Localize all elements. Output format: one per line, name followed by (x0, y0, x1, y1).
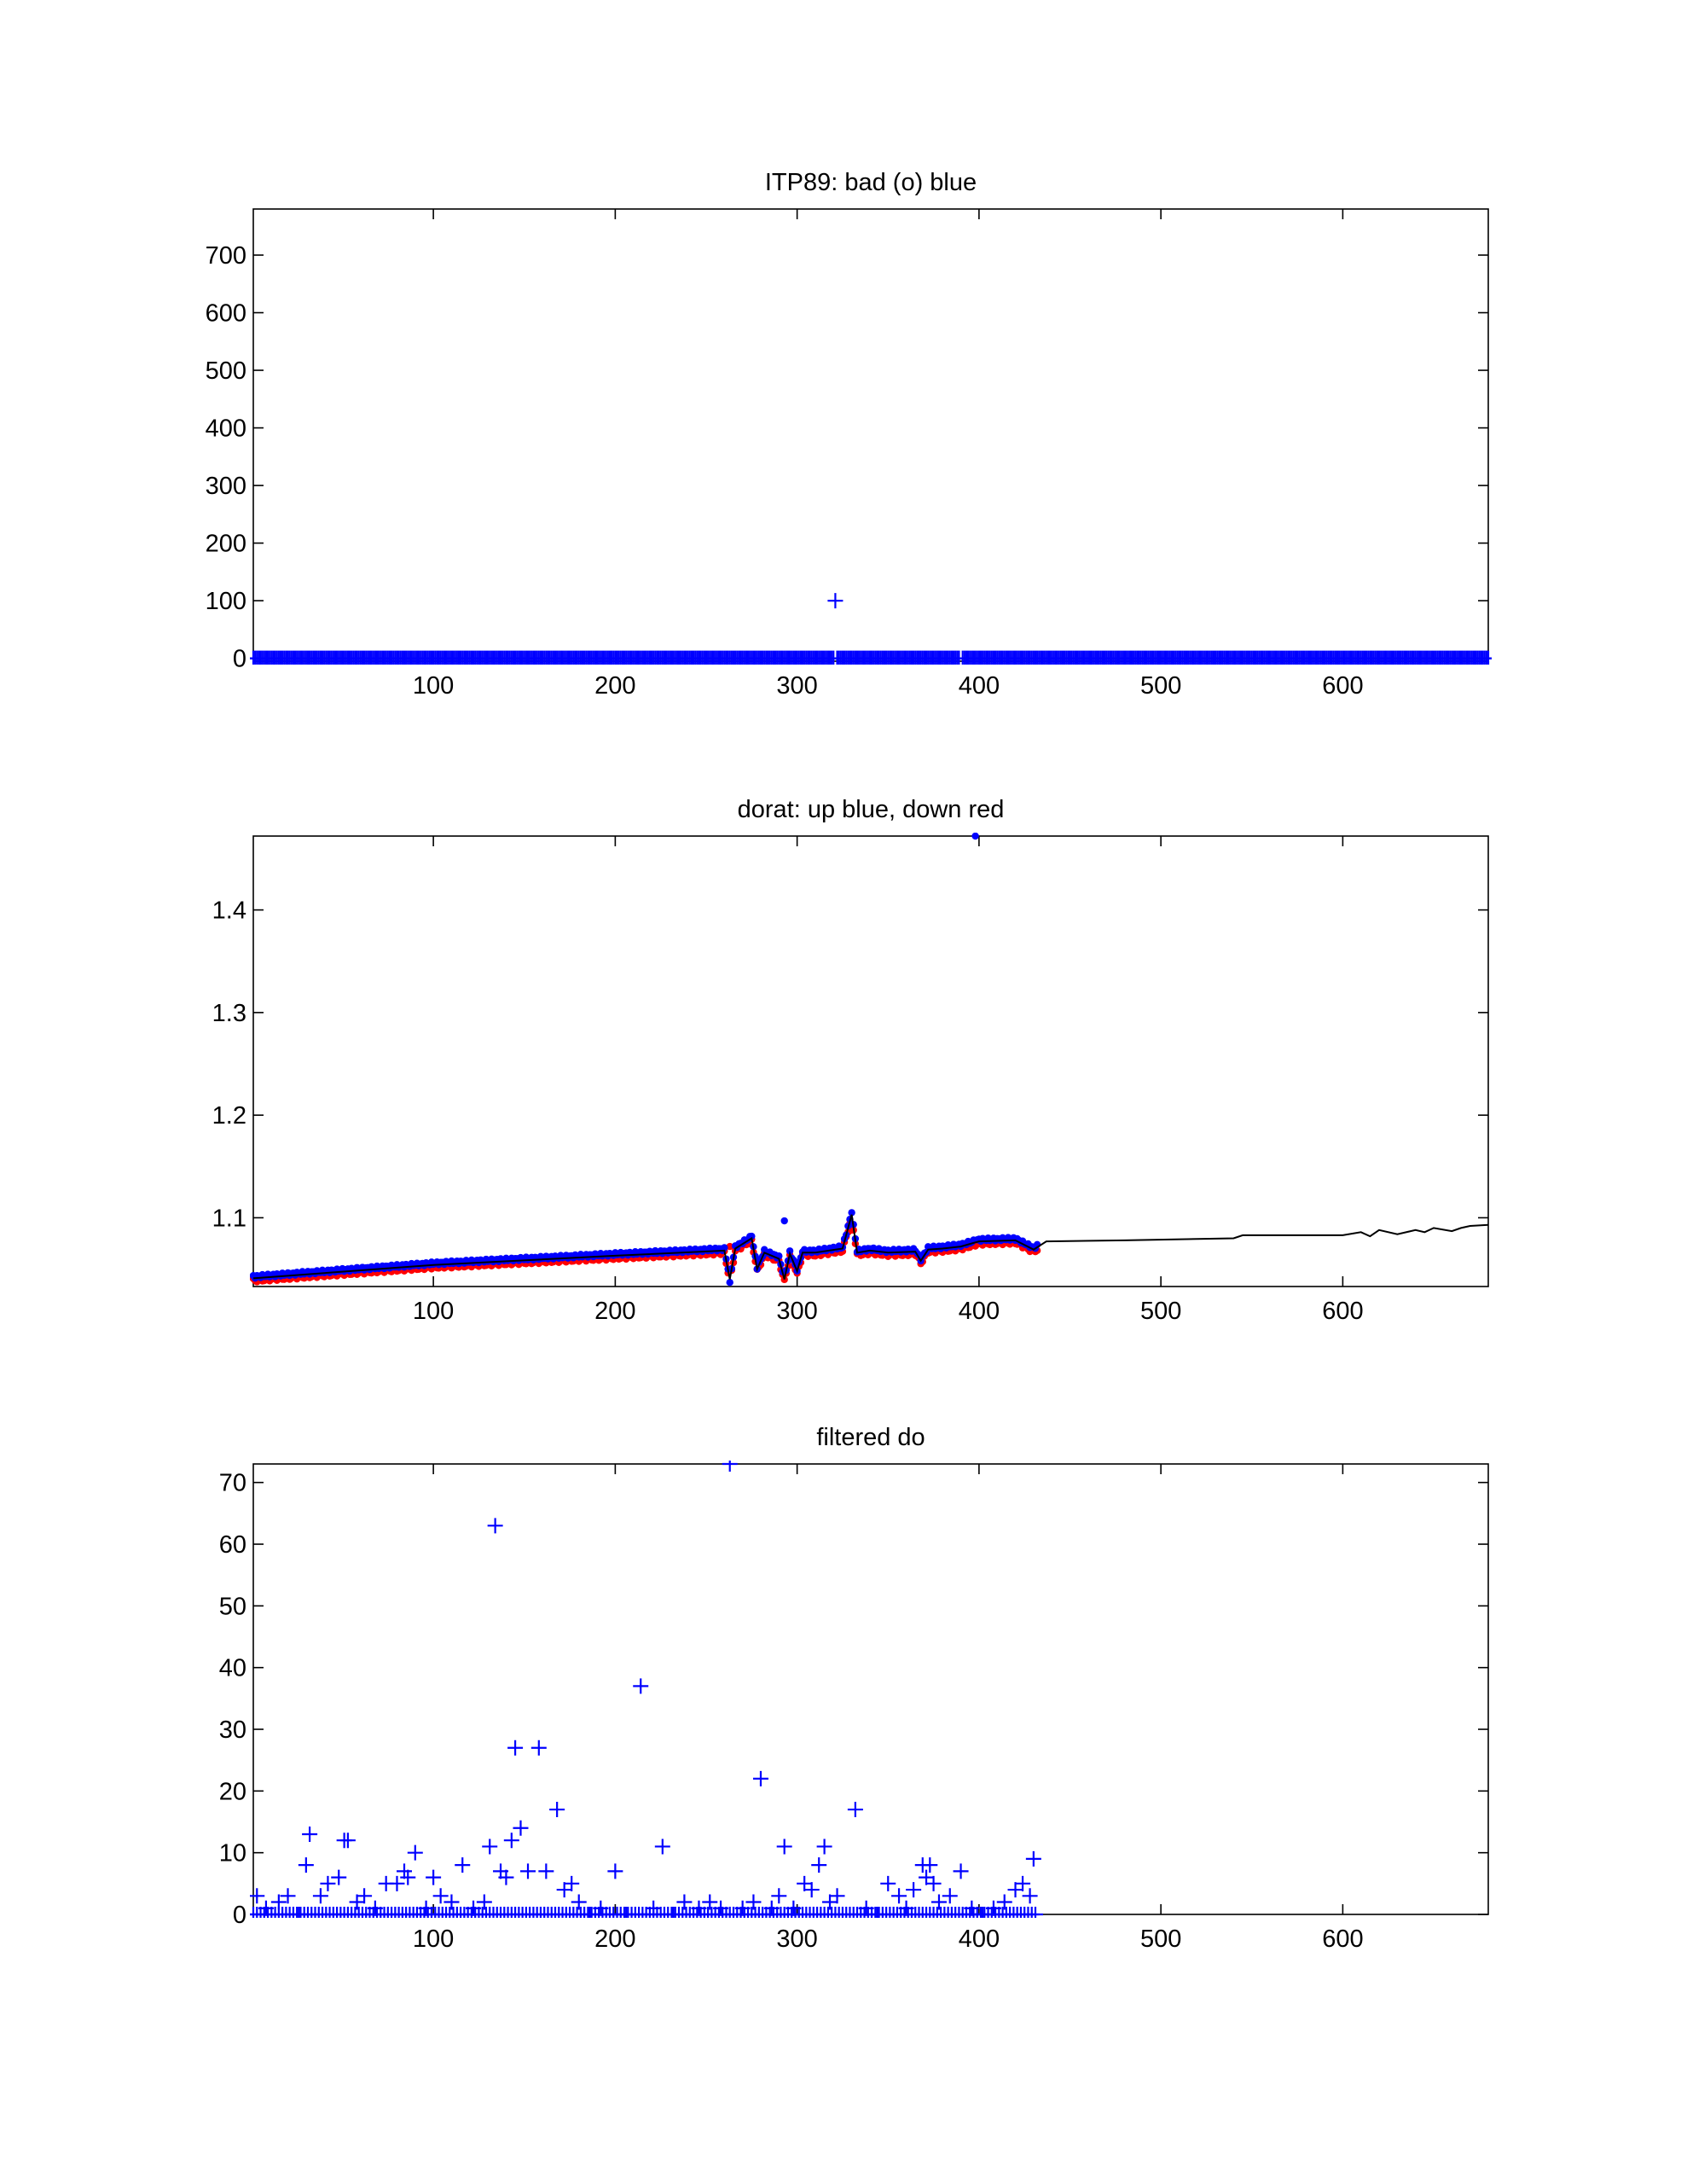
x-tick-label: 100 (412, 1926, 455, 1953)
data-point-up (727, 1279, 733, 1286)
y-tick-label: 400 (205, 415, 246, 443)
x-tick-label: 200 (594, 1298, 636, 1325)
y-tick-label: 60 (218, 1531, 246, 1560)
data-point-up (971, 833, 978, 839)
data-point-up (781, 1217, 788, 1224)
y-tick-label: 0 (232, 1902, 246, 1929)
y-tick-label: 600 (205, 299, 246, 328)
x-tick-label: 300 (776, 1926, 818, 1953)
x-tick-label: 400 (958, 672, 1000, 700)
y-tick-label: 1.4 (212, 897, 246, 925)
y-tick-label: 20 (218, 1778, 246, 1806)
x-tick-label: 100 (412, 1298, 455, 1325)
x-tick-label: 200 (594, 672, 636, 700)
x-tick-label: 400 (958, 1298, 1000, 1325)
y-tick-label: 1.2 (212, 1102, 246, 1130)
y-tick-label: 300 (205, 473, 246, 501)
x-tick-label: 500 (1139, 1298, 1182, 1325)
panel-title: ITP89: bad (o) blue (764, 169, 977, 196)
y-tick-label: 30 (218, 1716, 246, 1745)
y-tick-label: 100 (205, 588, 246, 616)
panel-title: dorat: up blue, down red (737, 796, 1005, 823)
y-tick-label: 70 (218, 1469, 246, 1497)
y-tick-label: 200 (205, 530, 246, 558)
x-tick-label: 500 (1139, 672, 1182, 700)
y-tick-label: 10 (218, 1839, 246, 1867)
x-tick-label: 600 (1322, 672, 1364, 700)
x-tick-label: 600 (1322, 1926, 1364, 1953)
x-tick-label: 600 (1322, 1298, 1364, 1325)
y-tick-label: 0 (232, 645, 246, 673)
x-tick-label: 400 (958, 1926, 1000, 1953)
panel-title: filtered do (816, 1424, 925, 1451)
y-tick-label: 40 (218, 1654, 246, 1682)
y-tick-label: 700 (205, 242, 246, 270)
y-tick-label: 1.1 (212, 1205, 246, 1233)
x-tick-label: 300 (776, 672, 818, 700)
x-tick-label: 300 (776, 1298, 818, 1325)
x-tick-label: 500 (1139, 1926, 1182, 1953)
y-tick-label: 50 (218, 1593, 246, 1621)
y-tick-label: 1.3 (212, 999, 246, 1027)
x-tick-label: 100 (412, 672, 455, 700)
y-tick-label: 500 (205, 357, 246, 386)
x-tick-label: 200 (594, 1926, 636, 1953)
